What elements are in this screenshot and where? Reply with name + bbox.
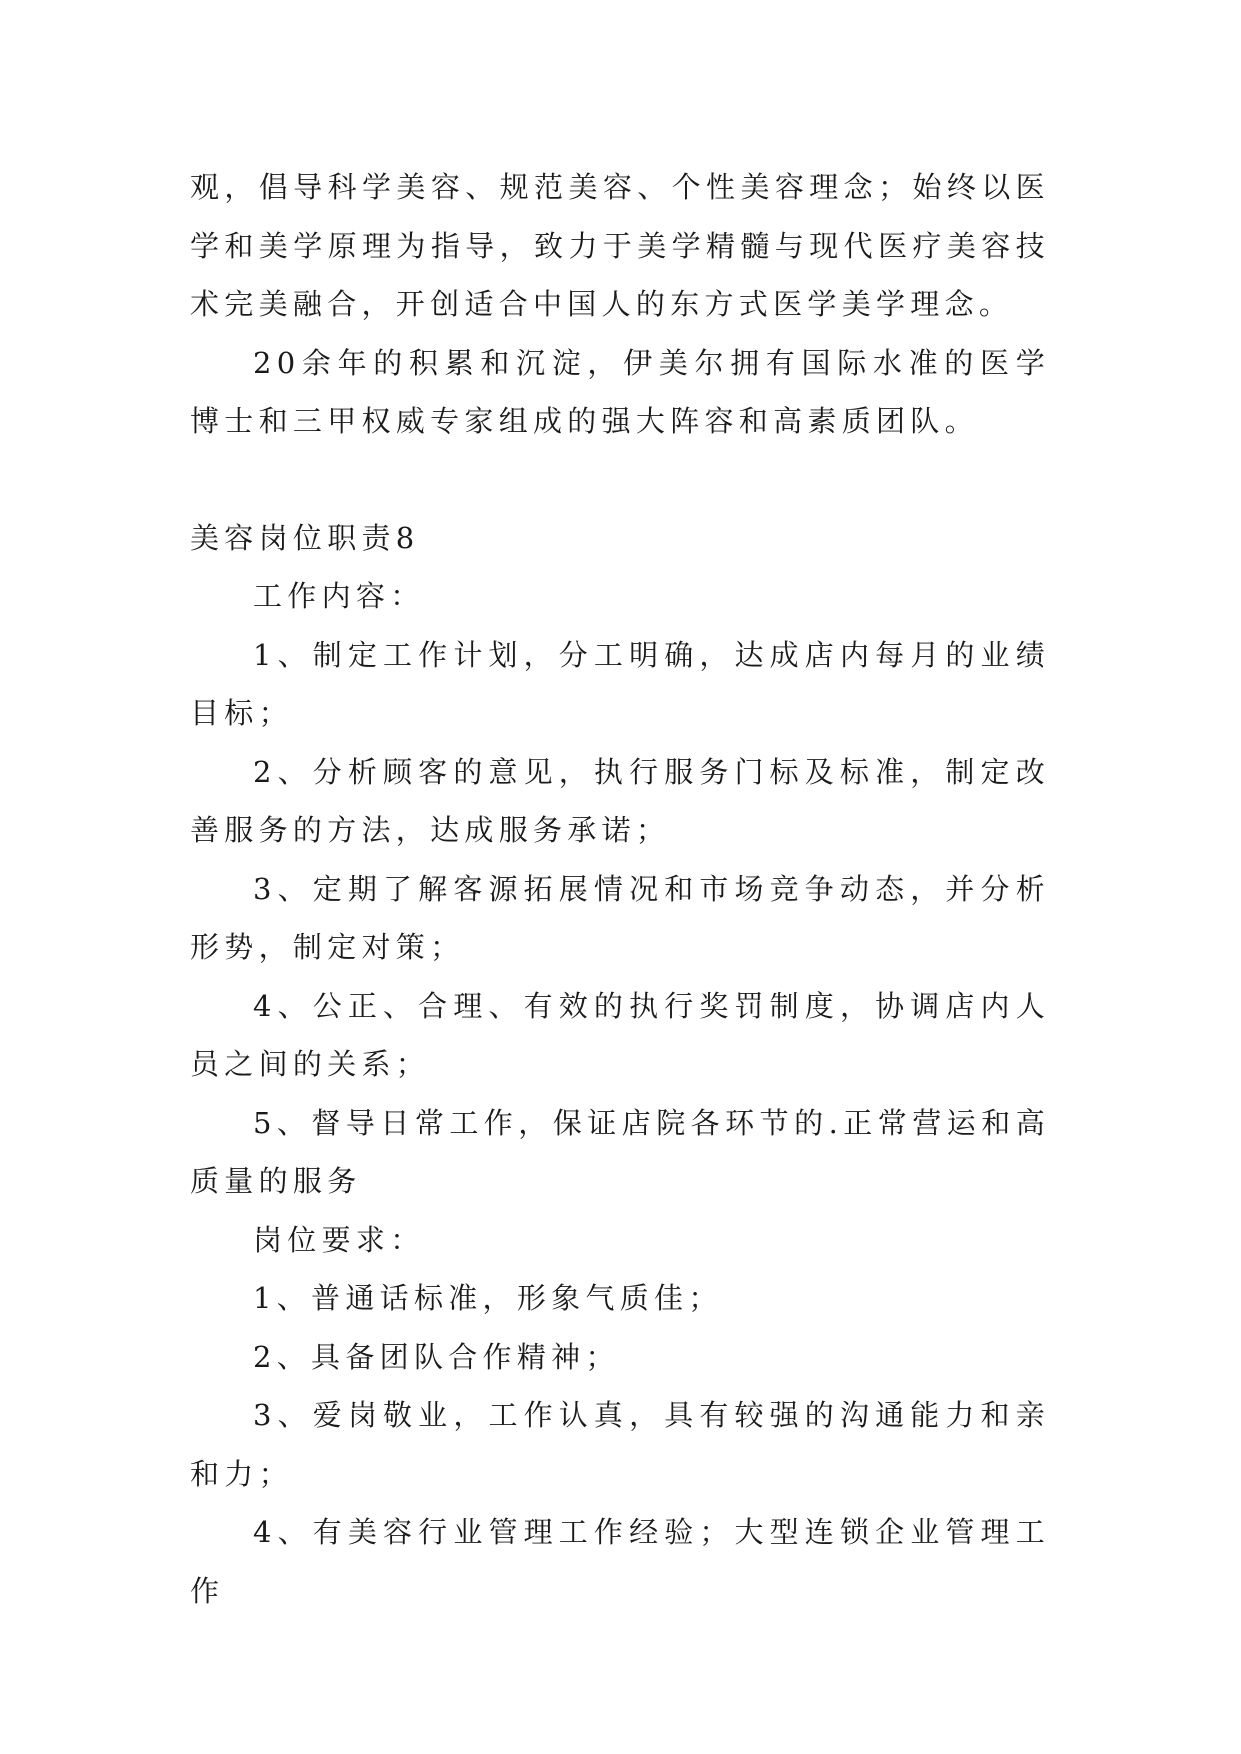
intro-paragraph-history: 20余年的积累和沉淀，伊美尔拥有国际水准的医学博士和三甲权威专家组成的强大阵容和高素质团队。 bbox=[190, 345, 1050, 438]
work-content-item: 4、公正、合理、有效的执行奖罚制度，协调店内人员之间的关系； bbox=[190, 988, 1050, 1081]
document-body bbox=[190, 158, 1050, 1620]
work-content-label: 工作内容： bbox=[253, 579, 425, 613]
requirements-label: 岗位要求： bbox=[253, 1222, 425, 1257]
work-content-item: 1、制定工作计划，分工明确，达成店内每月的业绩目标； bbox=[190, 637, 1050, 730]
requirement-item: 2、具备团队合作精神； bbox=[253, 1339, 620, 1374]
requirement-item: 3、爱岗敬业，工作认真，具有较强的沟通能力和亲和力； bbox=[190, 1398, 1050, 1491]
work-content-item: 5、督导日常工作，保证店院各环节的.正常营运和高质量的服务 bbox=[190, 1105, 1050, 1198]
work-content-item: 3、定期了解客源拓展情况和市场竞争动态，并分析形势，制定对策； bbox=[190, 871, 1050, 964]
requirement-item: 1、普通话标准，形象气质佳； bbox=[253, 1281, 723, 1315]
requirement-item: 4、有美容行业管理工作经验；大型连锁企业管理工作 bbox=[190, 1515, 1050, 1608]
work-content-item: 2、分析顾客的意见，执行服务门标及标准，制定改善服务的方法，达成服务承诺； bbox=[190, 754, 1050, 847]
section-title: 美容岗位职责8 bbox=[190, 520, 420, 555]
intro-paragraph-continued: 观，倡导科学美容、规范美容、个性美容理念；始终以医学和美学原理为指导，致力于美学精髓与现代医疗美容技术完美融合，开创适合中国人的东方式医学美学理念。 bbox=[190, 170, 1050, 321]
